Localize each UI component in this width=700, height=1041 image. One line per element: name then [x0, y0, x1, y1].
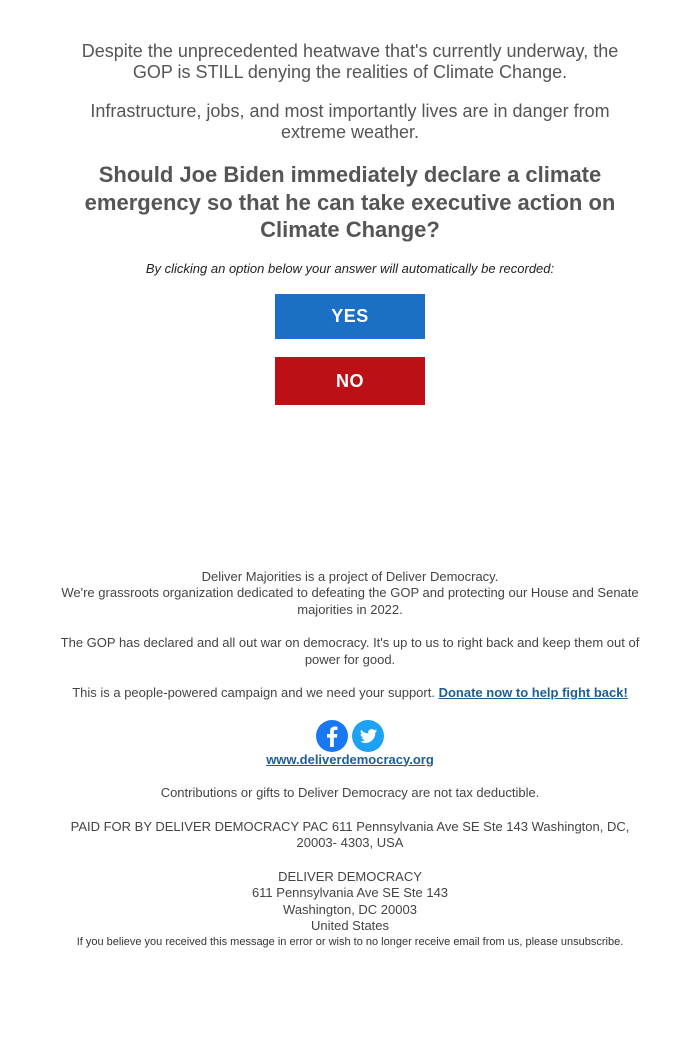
social-links: [60, 720, 640, 752]
address-city: Washington, DC 20003: [283, 901, 417, 917]
website-line: [60, 752, 640, 769]
yes-button[interactable]: YES: [275, 294, 425, 339]
footer: [60, 569, 640, 949]
unsubscribe-text[interactable]: If you believe you received this message in error or wish to no longer receive email from us, please unsubscribe.: [76, 935, 624, 948]
footer-mission-line: We're grassroots organization dedicated to defeating the GOP and protecting our House and Senate majorities in 2022.: [61, 585, 639, 617]
facebook-icon[interactable]: [316, 720, 348, 752]
address-street: 611 Pennsylvania Ave SE Ste 143: [251, 885, 449, 900]
address-country: United States: [310, 918, 390, 933]
support-text: This is a people-powered campaign and we need your support.: [72, 685, 435, 700]
intro: [70, 0, 630, 143]
footer-support: [60, 685, 640, 702]
address-name: DELIVER DEMOCRACY: [278, 868, 422, 884]
footer-project-line: Deliver Majorities is a project of Deliver Democracy.: [201, 568, 499, 584]
tax-notice: Contributions or gifts to Deliver Democracy are not tax deductible.: [160, 785, 540, 800]
intro-paragraph-2: Infrastructure, jobs, and most importantly lives are in danger from extreme weather.: [90, 101, 610, 142]
intro-paragraph-1: Despite the unprecedented heatwave that's currently underway, the GOP is STILL denying the realities of Climate Change.: [81, 41, 619, 82]
donate-link[interactable]: Donate now to help fight back!: [438, 685, 628, 700]
twitter-icon[interactable]: [352, 720, 384, 752]
no-button[interactable]: NO: [275, 357, 425, 405]
poll-question: Should Joe Biden immediately declare a climate emergency so that he can take executive action on Climate Change?: [84, 162, 616, 242]
poll-instruction: By clicking an option below your answer will automatically be recorded:: [145, 260, 555, 276]
footer-war-text: The GOP has declared and all out war on democracy. It's up to us to right back and keep them out of power for good.: [60, 635, 640, 667]
website-link[interactable]: www.deliverdemocracy.org: [266, 751, 434, 767]
paid-for-notice: PAID FOR BY DELIVER DEMOCRACY PAC 611 Pennsylvania Ave SE Ste 143 Washington, DC, 20003- 4303, USA: [70, 818, 630, 850]
